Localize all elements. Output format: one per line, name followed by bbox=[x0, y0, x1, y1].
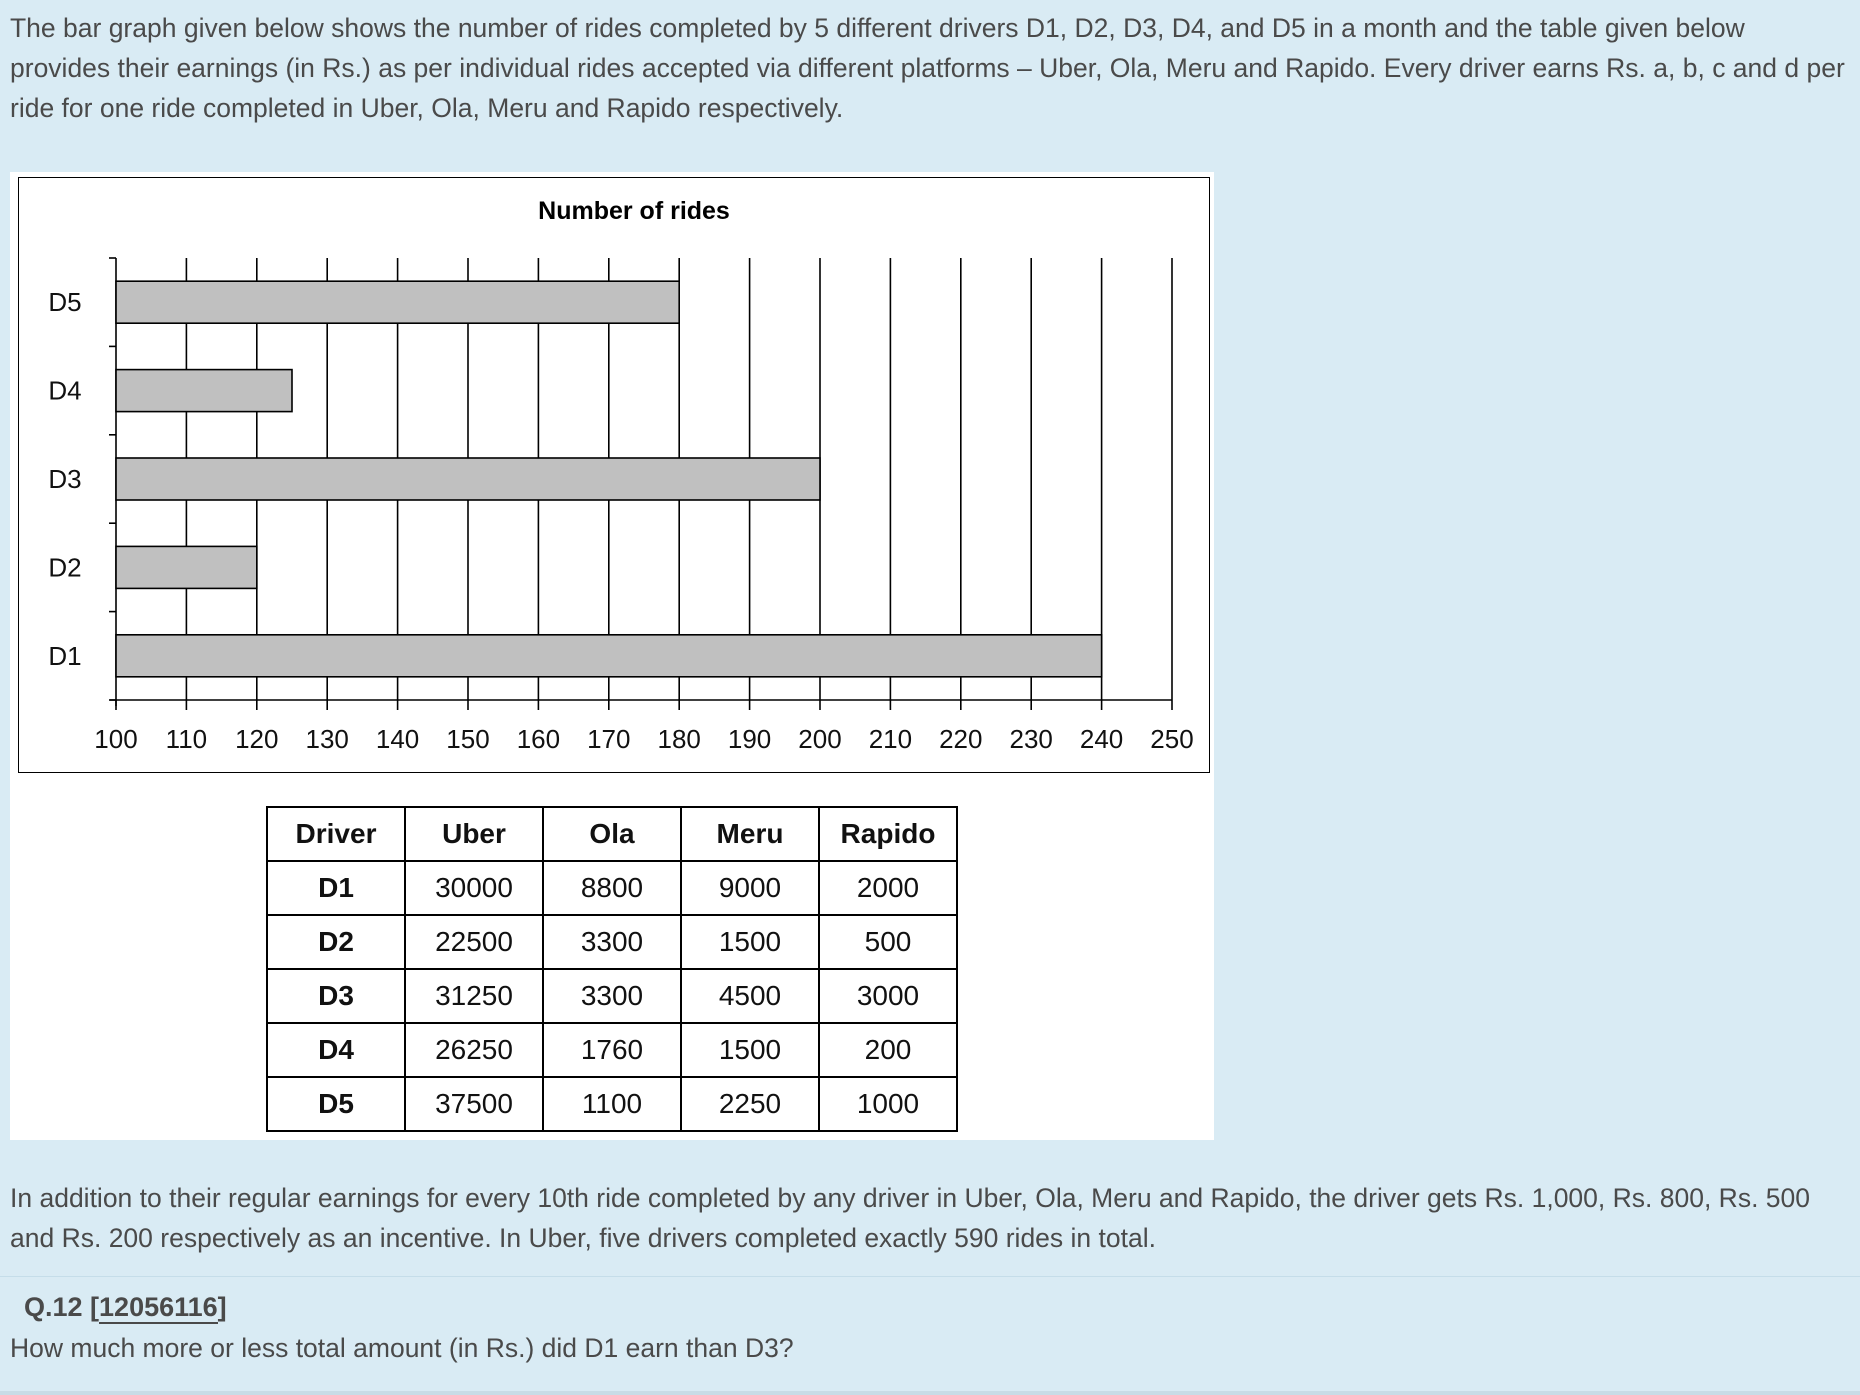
bar-d5 bbox=[116, 281, 679, 323]
x-tick-label: 120 bbox=[235, 724, 279, 754]
x-tick-label: 220 bbox=[939, 724, 983, 754]
x-tick-label: 230 bbox=[1009, 724, 1053, 754]
y-category-label: D2 bbox=[48, 552, 82, 583]
table-cell: 4500 bbox=[681, 969, 819, 1023]
table-header-row bbox=[267, 807, 957, 861]
table-header-cell: Driver bbox=[267, 807, 405, 861]
y-category-label: D1 bbox=[48, 640, 82, 671]
question-id[interactable]: 12056116 bbox=[99, 1292, 218, 1322]
table-cell: 22500 bbox=[405, 915, 543, 969]
table-cell: 1760 bbox=[543, 1023, 681, 1077]
x-tick-label: 130 bbox=[305, 724, 349, 754]
table-row bbox=[267, 861, 957, 915]
table-header-cell: Ola bbox=[543, 807, 681, 861]
y-category-label: D4 bbox=[48, 375, 82, 406]
table-header-cell: Meru bbox=[681, 807, 819, 861]
table-cell: 2250 bbox=[681, 1077, 819, 1131]
table-cell: 1000 bbox=[819, 1077, 957, 1131]
table-cell: 30000 bbox=[405, 861, 543, 915]
bar-chart-svg bbox=[19, 178, 1211, 774]
table-cell: 1500 bbox=[681, 915, 819, 969]
x-tick-label: 170 bbox=[587, 724, 631, 754]
earnings-table bbox=[266, 806, 958, 1132]
x-tick-label: 100 bbox=[94, 724, 138, 754]
table-cell: 200 bbox=[819, 1023, 957, 1077]
table-cell: 31250 bbox=[405, 969, 543, 1023]
x-tick-label: 250 bbox=[1150, 724, 1194, 754]
table-driver-cell: D4 bbox=[267, 1023, 405, 1077]
x-tick-label: 190 bbox=[727, 724, 772, 754]
table-driver-cell: D3 bbox=[267, 969, 405, 1023]
y-category-label: D3 bbox=[48, 464, 82, 494]
table-cell: 1100 bbox=[543, 1077, 681, 1131]
divider bbox=[0, 1276, 1860, 1277]
x-tick-label: 160 bbox=[516, 724, 561, 754]
table-driver-cell: D5 bbox=[267, 1077, 405, 1131]
x-tick-label: 240 bbox=[1079, 724, 1124, 754]
table-cell: 8800 bbox=[543, 861, 681, 915]
table-cell: 2000 bbox=[819, 861, 957, 915]
bar-chart bbox=[18, 177, 1210, 773]
bar-d4 bbox=[116, 370, 292, 412]
table-cell: 37500 bbox=[405, 1077, 543, 1131]
table-cell: 3300 bbox=[543, 915, 681, 969]
incentive-paragraph: In addition to their regular earnings for every 10th ride completed by any driver in Uber, Ola, Meru and Rapido, the driver gets Rs. 1,000, Rs. 800, Rs. 500 and Rs. 200 respectively as an incentive. In Uber, five drivers completed exactly 590 rides in total. bbox=[10, 1183, 1811, 1253]
y-category-label: D5 bbox=[48, 287, 82, 318]
table-header-cell: Rapido bbox=[819, 807, 957, 861]
question-text: How much more or less total amount (in Rs.) did D1 earn than D3? bbox=[10, 1333, 794, 1363]
bar-d2 bbox=[116, 546, 257, 588]
table-cell: 500 bbox=[819, 915, 957, 969]
bar-d1 bbox=[116, 635, 1102, 677]
x-tick-label: 140 bbox=[375, 724, 420, 754]
table-row bbox=[267, 1023, 957, 1077]
question-suffix: ] bbox=[217, 1292, 227, 1322]
table-cell: 3300 bbox=[543, 969, 681, 1023]
table-cell: 26250 bbox=[405, 1023, 543, 1077]
question-label bbox=[24, 1292, 227, 1323]
x-tick-label: 150 bbox=[446, 724, 490, 754]
table-row bbox=[267, 969, 957, 1023]
bottom-border bbox=[0, 1391, 1860, 1395]
table-header-cell: Uber bbox=[405, 807, 543, 861]
table-row bbox=[267, 915, 957, 969]
question-prefix: Q.12 [ bbox=[24, 1292, 100, 1322]
x-tick-label: 210 bbox=[868, 724, 913, 754]
table-cell: 3000 bbox=[819, 969, 957, 1023]
intro-paragraph: The bar graph given below shows the number of rides completed by 5 different drivers D1, D2, D3, D4, and D5 in a month and the table given below provides their earnings (in Rs.) as per individual rides accepted via different platforms – Uber, Ola, Meru and Rapido. Every driver earns Rs. a, b, c and d per ride for one ride completed in Uber, Ola, Meru and Rapido respectively. bbox=[10, 13, 1845, 123]
x-tick-label: 200 bbox=[798, 724, 842, 754]
figure bbox=[10, 172, 1214, 1140]
chart-title: Number of rides bbox=[538, 197, 730, 225]
table-row bbox=[267, 1077, 957, 1131]
x-tick-label: 110 bbox=[165, 724, 208, 754]
table-driver-cell: D1 bbox=[267, 861, 405, 915]
table-cell: 1500 bbox=[681, 1023, 819, 1077]
x-tick-label: 180 bbox=[657, 724, 701, 754]
table-driver-cell: D2 bbox=[267, 915, 405, 969]
bar-d3 bbox=[116, 458, 820, 500]
table-cell: 9000 bbox=[681, 861, 819, 915]
